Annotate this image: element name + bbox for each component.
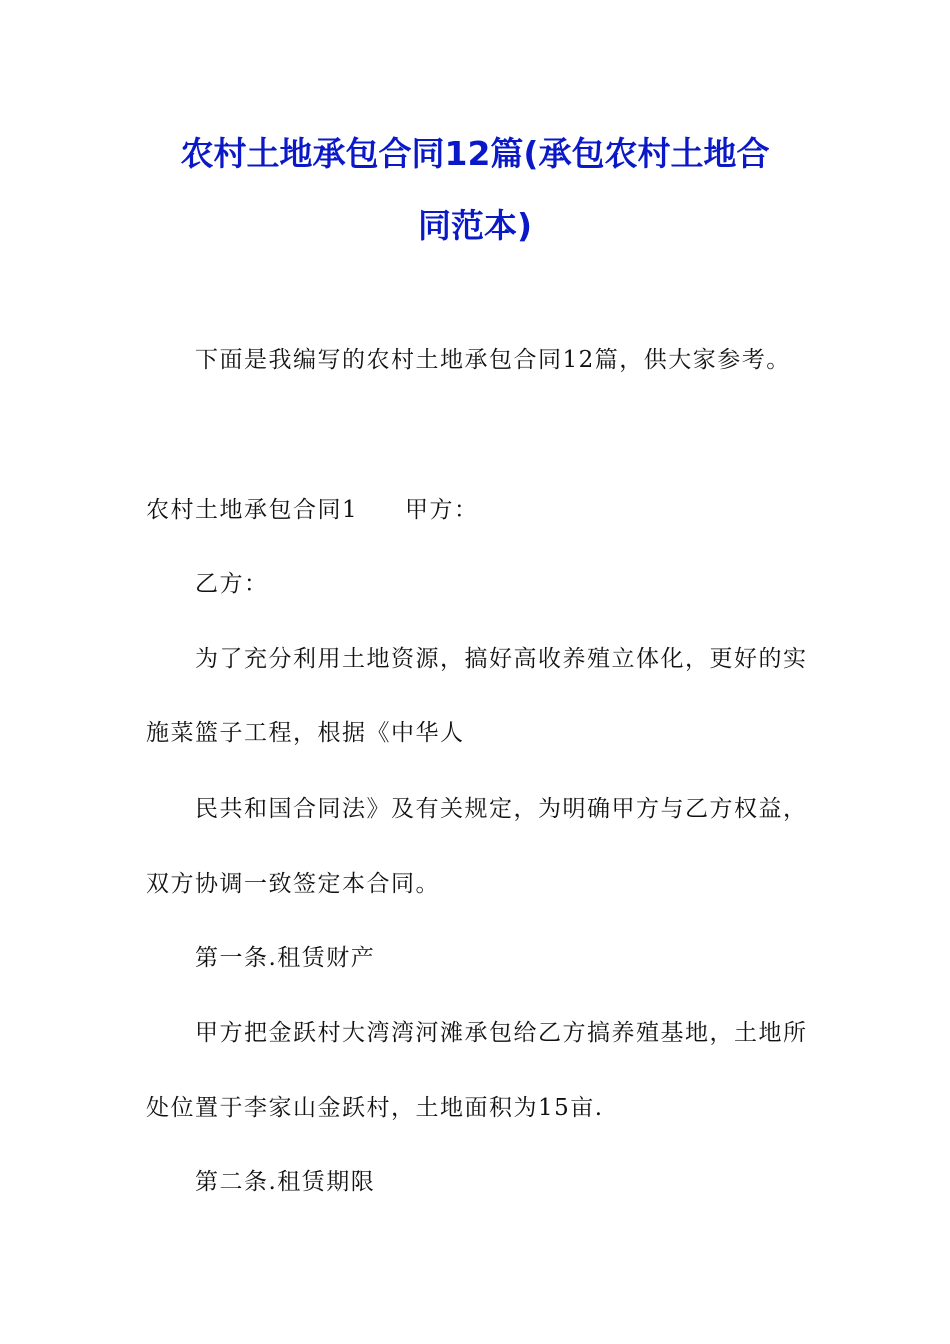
section-heading: 农村土地承包合同1 <box>146 497 359 523</box>
article-1-line-2: 处位置于李家山金跃村，土地面积为15亩. <box>146 1095 604 1121</box>
article-1-title: 第一条.租赁财产 <box>195 945 376 971</box>
article-1-line-1: 甲方把金跃村大湾湾河滩承包给乙方搞养殖基地，土地所 <box>195 1020 808 1046</box>
paragraph-1-line-1: 为了充分利用土地资源，搞好高收养殖立体化，更好的实 <box>195 646 808 672</box>
paragraph-1-line-2: 施菜篮子工程，根据《中华人 <box>146 720 465 746</box>
document-title-line-1: 农村土地承包合同12篇(承包农村土地合 <box>180 134 770 173</box>
paragraph-2-line-1: 民共和国合同法》及有关规定，为明确甲方与乙方权益， <box>195 796 808 822</box>
document-title-line-2: 同范本) <box>417 206 533 245</box>
paragraph-2-line-2: 双方协调一致签定本合同。 <box>146 871 440 897</box>
intro-paragraph: 下面是我编写的农村土地承包合同12篇，供大家参考。 <box>195 347 791 373</box>
party-a-label: 甲方： <box>405 497 479 523</box>
article-2-title: 第二条.租赁期限 <box>195 1169 376 1195</box>
party-b-label: 乙方： <box>195 571 269 597</box>
